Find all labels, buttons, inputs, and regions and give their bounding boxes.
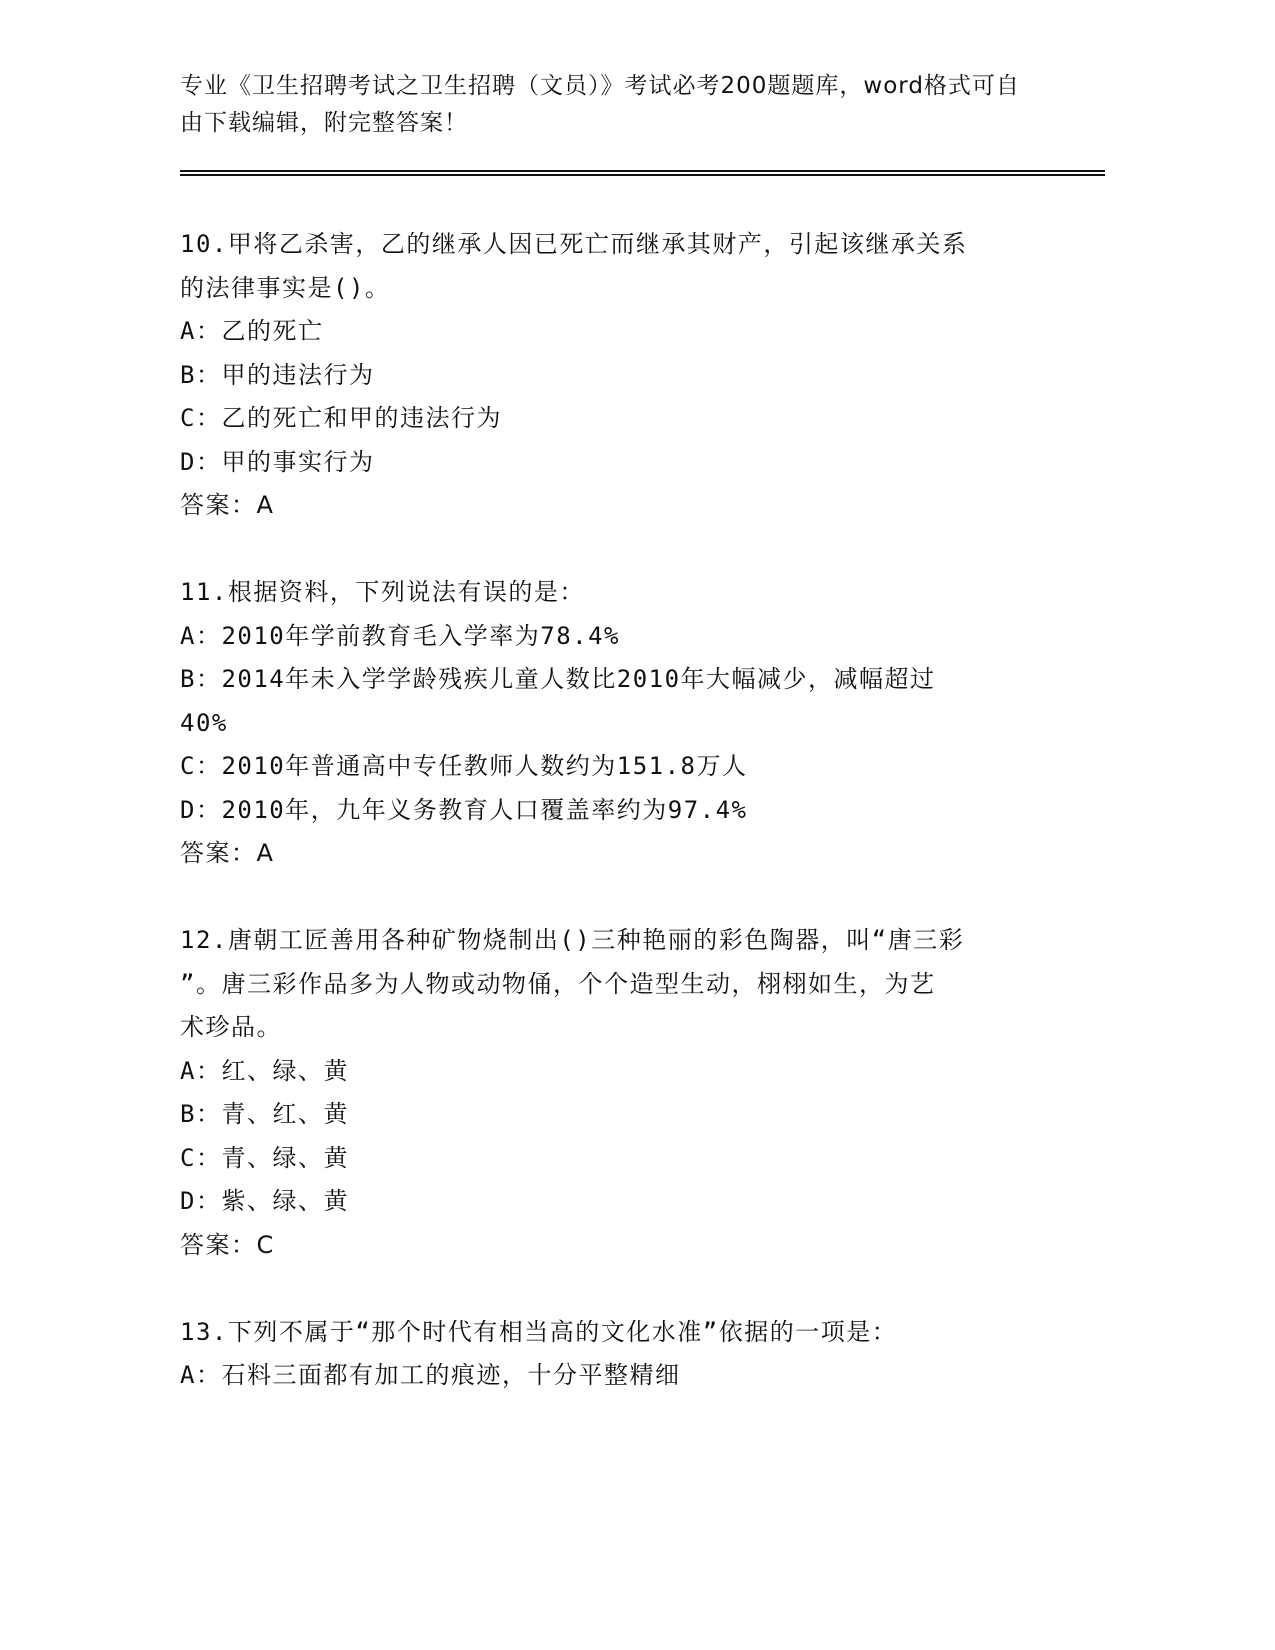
- question-list: [180, 223, 1050, 1441]
- option-c: C：青、绿、黄: [180, 1143, 349, 1172]
- option-c: C：乙的死亡和甲的违法行为: [180, 404, 502, 432]
- option-a: A：石料三面都有加工的痕迹，十分平整精细: [180, 1361, 681, 1389]
- question-stem-line: ”。唐三彩作品多为人物或动物俑，个个造型生动，栩栩如生，为艺: [180, 969, 936, 998]
- question-stem-line: 11.根据资料，下列说法有误的是：: [180, 578, 585, 606]
- header-line-1: 专业《卫生招聘考试之卫生招聘（文员）》考试必考200题题库，word格式可自: [180, 73, 1020, 99]
- option-d: D：甲的事实行为: [180, 447, 375, 476]
- answer-label: 答案：A: [180, 839, 275, 867]
- option-a: A：乙的死亡: [180, 317, 324, 345]
- option-c: C：2010年普通高中专任教师人数约为151.8万人: [180, 752, 748, 780]
- answer-label: 答案：A: [180, 491, 275, 519]
- question-stem-line: 13.下列不属于“那个时代有相当高的文化水准”依据的一项是：: [180, 1317, 898, 1346]
- option-b: B：甲的违法行为: [180, 360, 375, 389]
- header-divider-top: [180, 170, 1105, 172]
- answer-label: 答案：C: [180, 1230, 275, 1259]
- question-10: [180, 223, 1050, 528]
- option-b: B：2014年未入学学龄残疾儿童人数比2010年大幅减少，减幅超过: [180, 665, 936, 693]
- option-a: A：红、绿、黄: [180, 1056, 349, 1085]
- header-divider-bottom: [180, 174, 1105, 176]
- question-stem-line: 术珍品。: [180, 1013, 282, 1041]
- option-b: B：青、红、黄: [180, 1100, 349, 1128]
- option-a: A：2010年学前教育毛入学率为78.4%: [180, 621, 620, 650]
- document-header: [180, 68, 1040, 142]
- question-stem-line: 12.唐朝工匠善用各种矿物烧制出()三种艳丽的彩色陶器，叫“唐三彩: [180, 926, 965, 954]
- question-stem-line: 的法律事实是()。: [180, 273, 391, 302]
- option-b-continued: 40%: [180, 708, 228, 737]
- option-d: D：2010年，九年义务教育人口覆盖率约为97.4%: [180, 795, 748, 824]
- question-13: [180, 1311, 1050, 1398]
- question-11: [180, 571, 1050, 876]
- header-line-2: 由下载编辑，附完整答案！: [180, 110, 468, 136]
- option-d: D：紫、绿、黄: [180, 1187, 349, 1215]
- question-stem-line: 10.甲将乙杀害，乙的继承人因已死亡而继承其财产，引起该继承关系: [180, 230, 968, 258]
- question-12: [180, 919, 1050, 1267]
